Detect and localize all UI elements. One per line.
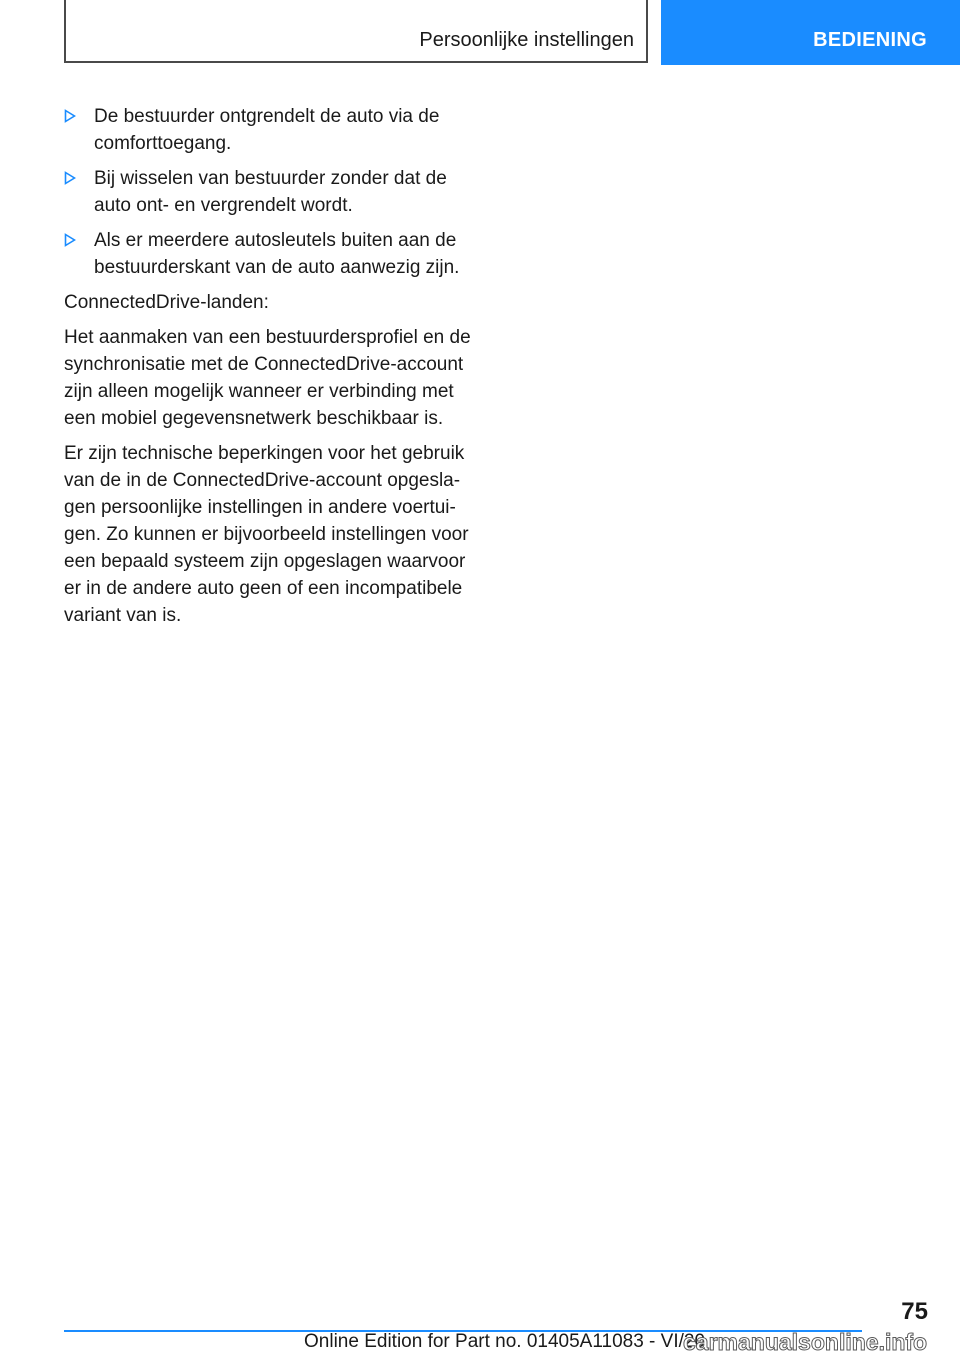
paragraph-profile-sync: Het aanmaken van een bestuurdersprofiel en de synchronisatie met de ConnectedDrive-account zijn alleen mogelijk wanneer er verbinding met een mobiel gegevensnetwerk beschikbaar is. xyxy=(64,327,471,429)
triangle-right-outline-icon xyxy=(64,109,76,123)
paragraph-technical-limitations: Er zijn technische beperkingen voor het gebruik van de in de ConnectedDrive-account opgeslagen persoonlijke instellingen in andere voertuigen. Zo kunnen er bijvoorbeeld instellingen voor een bepaald systeem zijn opgeslagen waarvoor er in de andere auto geen of een incompatibele variant van is. xyxy=(64,443,469,626)
bullet-text: Als er meerdere autosleutels buiten aan de bestuurderskant van de auto aanwezig zijn. xyxy=(94,230,460,278)
bullet-item xyxy=(64,103,480,157)
header-chapter-title: BEDIENING xyxy=(813,29,927,51)
footer-edition-text: Online Edition for Part no. 01405A11083 - VI/20 xyxy=(304,1331,706,1352)
bullet-item xyxy=(64,227,480,281)
header-section-box xyxy=(64,0,648,63)
bullet-text: De bestuurder ontgrendelt de auto via de comforttoegang. xyxy=(94,106,440,154)
bullet-item xyxy=(64,165,480,219)
bullet-text: Bij wisselen van bestuurder zonder dat de auto ont- en vergrendelt wordt. xyxy=(94,168,447,216)
footer-watermark: carmanualsonline.info xyxy=(683,1329,928,1355)
paragraph-connecteddrive-heading: ConnectedDrive-landen: xyxy=(64,292,269,313)
page-content xyxy=(64,103,480,637)
triangle-right-outline-icon xyxy=(64,233,76,247)
triangle-right-outline-icon xyxy=(64,171,76,185)
header-section-title: Persoonlijke instellingen xyxy=(419,29,634,51)
header-chapter-tab xyxy=(661,0,960,65)
page-number: 75 xyxy=(901,1298,928,1325)
